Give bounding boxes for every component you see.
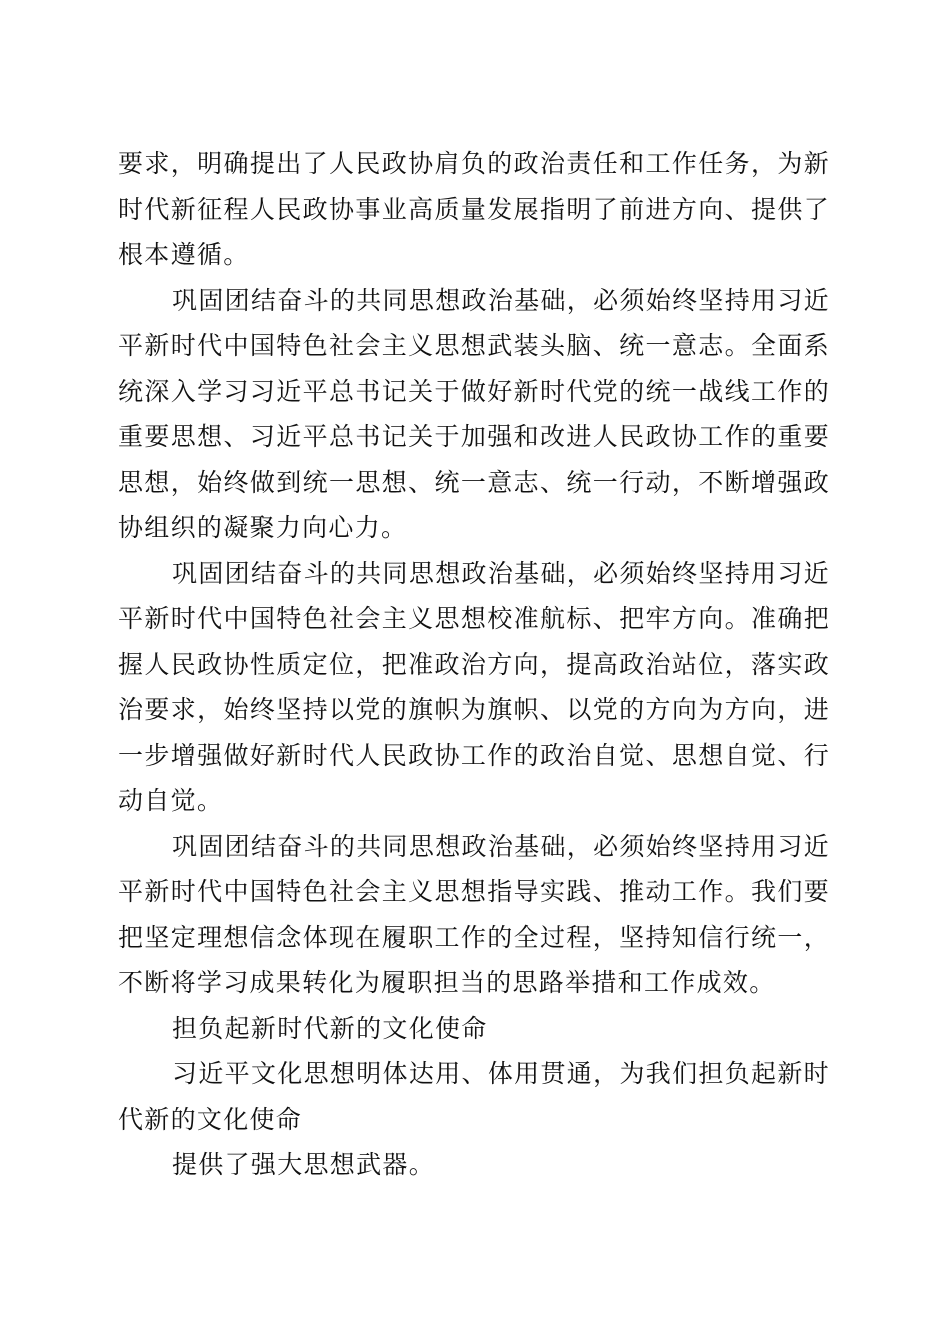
text-line: 平新时代中国特色社会主义思想武装头脑、统一意志。全面系 [118, 331, 830, 360]
text-line: 代新的文化使命 [118, 1104, 303, 1134]
text-line: 统深入学习习近平总书记关于做好新时代党的统一战线工作的 [118, 376, 830, 406]
paragraph-ideological-weapon: 提供了强大思想武器。 [172, 1150, 436, 1179]
text-line: 巩固团结奋斗的共同思想政治基础，必须始终坚持用习近 [172, 558, 830, 588]
text-line: 习近平文化思想明体达用、体用贯通，为我们担负起新时 [172, 1059, 830, 1088]
text-line: 巩固团结奋斗的共同思想政治基础，必须始终坚持用习近 [172, 831, 830, 861]
text-line: 把坚定理想信念体现在履职工作的全过程，坚持知信行统一， [118, 922, 830, 952]
text-line: 巩固团结奋斗的共同思想政治基础，必须始终坚持用习近 [172, 285, 830, 315]
paragraph-guide-practice [118, 824, 830, 1006]
section-heading: 担负起新时代新的文化使命 [172, 1013, 488, 1043]
text-line: 握人民政协性质定位，把准政治方向，提高政治站位，落实政 [118, 649, 830, 679]
paragraph-intro-continued [118, 141, 830, 278]
text-line: 动自觉。 [118, 786, 224, 815]
text-line: 要求，明确提出了人民政协肩负的政治责任和工作任务，为新 [118, 149, 830, 178]
paragraph-cultural-mission [118, 1051, 830, 1142]
text-line: 时代新征程人民政协事业高质量发展指明了前进方向、提供了 [118, 194, 830, 224]
text-line: 重要思想、习近平总书记关于加强和改进人民政协工作的重要 [118, 422, 830, 451]
text-line: 治要求，始终坚持以党的旗帜为旗帜、以党的方向为方向，进 [118, 695, 830, 724]
paragraph-calibrate-direction [118, 551, 830, 824]
text-line: 根本遵循。 [118, 240, 250, 269]
document-page [118, 141, 830, 1188]
text-line: 思想，始终做到统一思想、统一意志、统一行动，不断增强政 [118, 467, 830, 497]
text-line: 平新时代中国特色社会主义思想校准航标、把牢方向。准确把 [118, 604, 830, 633]
text-line: 一步增强做好新时代人民政协工作的政治自觉、思想自觉、行 [118, 740, 830, 770]
text-line: 协组织的凝聚力向心力。 [118, 513, 408, 542]
text-line: 平新时代中国特色社会主义思想指导实践、推动工作。我们要 [118, 877, 830, 906]
text-line: 不断将学习成果转化为履职担当的思路举措和工作成效。 [118, 968, 776, 997]
paragraph-arm-minds [118, 278, 830, 551]
